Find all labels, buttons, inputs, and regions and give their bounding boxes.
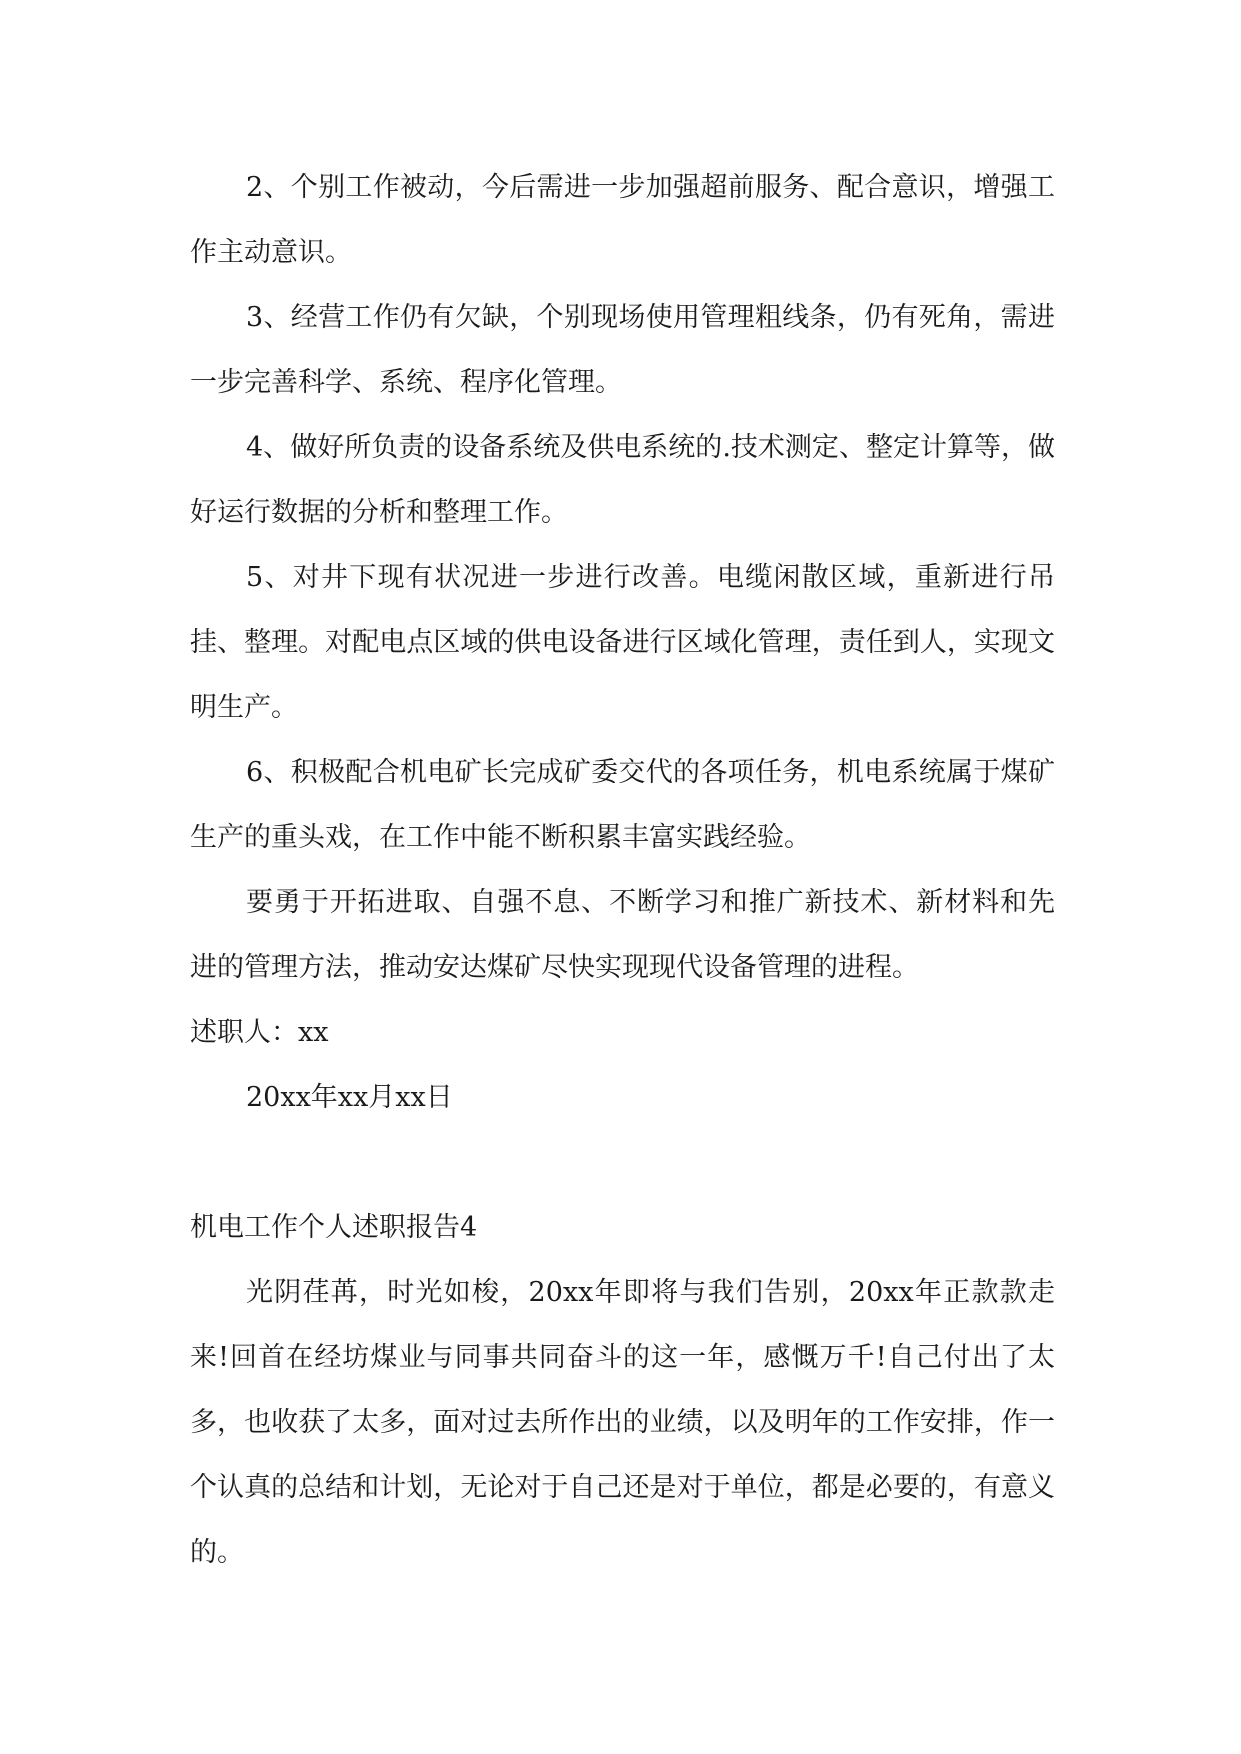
item-2-paragraph: 2、个别工作被动，今后需进一步加强超前服务、配合意识，增强工作主动意识。 <box>190 172 1055 268</box>
section-title: 机电工作个人述职报告4 <box>190 1212 478 1243</box>
item-4-paragraph: 4、做好所负责的设备系统及供电系统的.技术测定、整定计算等，做好运行数据的分析和整理工作。 <box>190 432 1055 528</box>
date-line: 20xx年xx月xx日 <box>246 1082 453 1113</box>
intro-paragraph: 光阴荏苒，时光如梭，20xx年即将与我们告别，20xx年正款款走来!回首在经坊煤业与同事共同奋斗的这一年，感慨万千!自己付出了太多，也收获了太多，面对过去所作出的业绩，以及明年的工作安排，作一个认真的总结和计划，无论对于自己还是对于单位，都是必要的，有意义的。 <box>190 1277 1055 1568</box>
item-5-paragraph: 5、对井下现有状况进一步进行改善。电缆闲散区域，重新进行吊挂、整理。对配电点区域的供电设备进行区域化管理，责任到人，实现文明生产。 <box>190 562 1055 723</box>
item-3-paragraph: 3、经营工作仍有欠缺，个别现场使用管理粗线条，仍有死角，需进一步完善科学、系统、程序化管理。 <box>190 302 1055 398</box>
section-spacer <box>190 1130 1055 1195</box>
signature-line: 述职人：xx <box>190 1017 329 1048</box>
closing-paragraph: 要勇于开拓进取、自强不息、不断学习和推广新技术、新材料和先进的管理方法，推动安达煤矿尽快实现现代设备管理的进程。 <box>190 887 1055 983</box>
document-body <box>190 155 1055 1585</box>
item-6-paragraph: 6、积极配合机电矿长完成矿委交代的各项任务，机电系统属于煤矿生产的重头戏，在工作中能不断积累丰富实践经验。 <box>190 757 1055 853</box>
